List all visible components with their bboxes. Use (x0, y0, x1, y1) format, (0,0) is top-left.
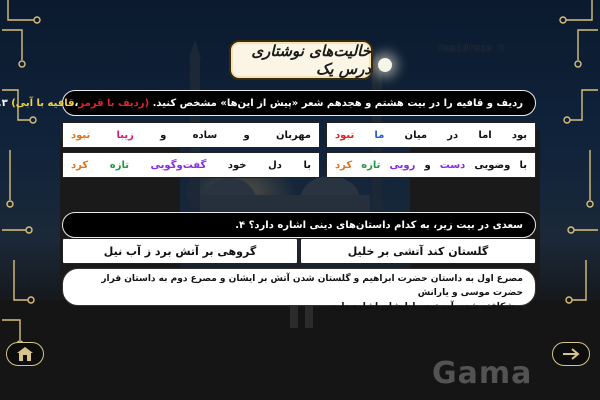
question-4-number: ۴. (235, 219, 246, 231)
home-icon (16, 346, 34, 362)
verse-word: دل (268, 159, 282, 171)
verse-word-rhyme: رویی (389, 159, 416, 171)
verse-word: با (303, 159, 311, 171)
verse-word-rhyme: گفت‌وگویی (150, 159, 207, 171)
verse-word-rhyme: ما (374, 129, 385, 141)
answer-line-2: و شکافته شدن آب توسط ایشان اشاره دارد (331, 302, 523, 312)
question-3-number: ۳ (1, 97, 8, 109)
verse-word: بود (511, 129, 527, 141)
next-button[interactable] (552, 342, 590, 366)
question-3-hint-red: (ردیف با قرمز (78, 97, 150, 109)
watermark-logo: Gama (432, 356, 533, 391)
verse-word: و (243, 129, 250, 141)
slide-title: خالیت‌های نوشتاری درس یک (229, 40, 373, 80)
verse-word: با (519, 159, 527, 171)
answer-line-1: مصرع اول به داستان حضرت ابراهیم و گلستان شدن آتش بر ایشان و مصرع دوم به داستان قرار حضرت موسی و یارانش (101, 274, 523, 298)
verse-word-rhyme: دست (439, 159, 466, 171)
verse-2-left (62, 152, 320, 178)
question-4-text: سعدی در بیت زیر، به کدام داستان‌های دینی اشاره دارد؟ (248, 219, 523, 231)
author-credit: Hamidreza H (438, 43, 505, 54)
answer-box (62, 268, 536, 312)
verse-word: در (447, 129, 459, 141)
verse-word: خود (227, 159, 247, 171)
verse-word: اما (478, 129, 492, 141)
question-3-text: ردیف و قافیه را در بیت هشتم و هجدهم شعر «پیش از این‌ها» مشخص کنید. (152, 97, 523, 109)
verse-word-radif: تبود (71, 129, 91, 141)
home-button[interactable] (6, 342, 44, 366)
verse-word-rhyme: زیبا (116, 129, 134, 141)
verse-1-left (62, 122, 320, 148)
question-4-bar (62, 212, 536, 238)
verse-word-radif: کرد (71, 159, 89, 171)
circuit-frame-left (0, 0, 60, 400)
verse-word: ساده (192, 129, 218, 141)
moon (378, 58, 392, 72)
verse-word-radif: تازه (361, 159, 381, 171)
verse-3-left (62, 238, 298, 264)
verse-word: وضویی (474, 159, 511, 171)
question-3-bar (1, 90, 536, 116)
verse-3-right (300, 238, 536, 264)
verse-word: و (424, 159, 431, 171)
arrow-right-icon (561, 347, 581, 361)
verse-word: مهربان (275, 129, 311, 141)
circuit-frame-right (540, 0, 600, 400)
verse-3-right-text: گلستان کند آتشی بر خلیل (347, 244, 489, 258)
verse-word-radif: تازه (109, 159, 129, 171)
question-3-hint-yellow: قافیه با آبی) (11, 97, 75, 109)
verse-word: میان (404, 129, 428, 141)
verse-1-right (326, 122, 536, 148)
verse-word: و (160, 129, 167, 141)
verse-3-left-text: گروهی بر آتش برد ز آب نیل (103, 244, 257, 258)
verse-word-radif: کرد (335, 159, 353, 171)
question-3-hint-sep: ، (74, 97, 79, 109)
verse-2-right (326, 152, 536, 178)
verse-word-radif: تبود (335, 129, 355, 141)
